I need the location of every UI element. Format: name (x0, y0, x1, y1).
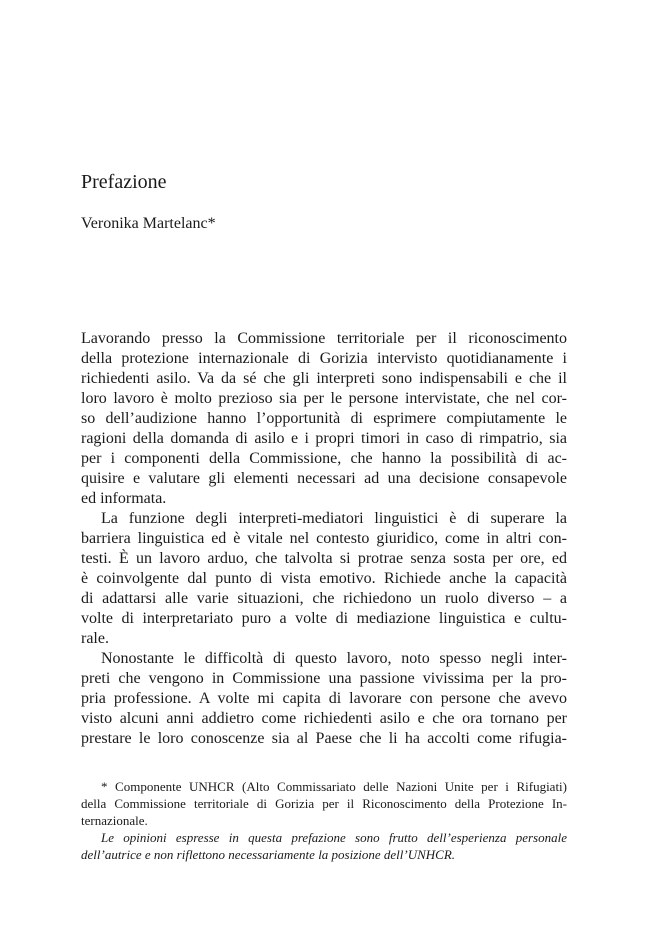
body-text (81, 329, 567, 749)
footnote-disclaimer (81, 829, 567, 863)
text-line: della protezione internazionale di Gorizia intervisto quotidianamente i (81, 350, 567, 367)
chapter-title: Prefazione (81, 171, 167, 193)
footnotes (81, 778, 567, 863)
text-line: per i componenti della Commissione, che hanno la possibilità di ac- (81, 450, 567, 467)
footnote (81, 778, 567, 829)
text-line: La funzione degli interpreti-mediatori linguistici è di superare la (101, 510, 567, 527)
book-page (81, 0, 567, 940)
text-line: so dell’audizione hanno l’opportunità di esprimere compiutamente le (81, 410, 567, 427)
text-line: quisire e valutare gli elementi necessari ad una decisione consapevole (81, 470, 567, 487)
text-line: barriera linguistica ed è vitale nel contesto giuridico, come in altri con- (81, 530, 567, 547)
footnote-line: della Commissione territoriale di Gorizia per il Riconoscimento della Protezione In- (81, 796, 567, 811)
text-line: è coinvolgente dal punto di vista emotivo. Richiede anche la capacità (81, 570, 567, 587)
text-line: prestare le loro conoscenze sia al Paese che li ha accolti come rifugia- (81, 730, 567, 747)
footnote-line: dell’autrice e non riflettono necessariamente la posizione dell’UNHCR. (81, 847, 456, 862)
paragraph (81, 329, 567, 509)
text-line: testi. È un lavoro arduo, che talvolta si protrae senza sosta per ore, ed (81, 550, 567, 567)
text-line: di adattarsi alle varie situazioni, che richiedono un ruolo diverso – a (81, 590, 567, 607)
text-line: ragioni della domanda di asilo e i propri timori in caso di rimpatrio, sia (81, 430, 567, 447)
text-line: ed informata. (81, 490, 167, 507)
chapter-author: Veronika Martelanc* (81, 215, 216, 232)
paragraph (81, 649, 567, 749)
footnote-line: * Componente UNHCR (Alto Commissariato delle Nazioni Unite per i Rifugiati) (101, 779, 567, 794)
footnote-line: ternazionale. (81, 813, 148, 828)
text-line: loro lavoro è molto prezioso sia per le persone intervistate, che nel cor- (81, 390, 567, 407)
text-line: preti che vengono in Commissione una passione vivissima per la pro- (81, 670, 567, 687)
text-line: Nonostante le difficoltà di questo lavoro, noto spesso negli inter- (101, 650, 567, 667)
paragraph (81, 509, 567, 649)
text-line: Lavorando presso la Commissione territoriale per il riconoscimento (81, 330, 567, 347)
text-line: visto alcuni anni addietro come richiedenti asilo e che ora tornano per (81, 710, 567, 727)
text-line: pria professione. A volte mi capita di lavorare con persone che avevo (81, 690, 567, 707)
text-line: volte di interpretariato puro a volte di mediazione linguistica e cultu- (81, 610, 567, 627)
text-line: richiedenti asilo. Va da sé che gli interpreti sono indispensabili e che il (81, 370, 567, 387)
text-line: rale. (81, 630, 109, 647)
footnote-line: Le opinioni espresse in questa prefazione sono frutto dell’esperienza personale (101, 830, 567, 845)
